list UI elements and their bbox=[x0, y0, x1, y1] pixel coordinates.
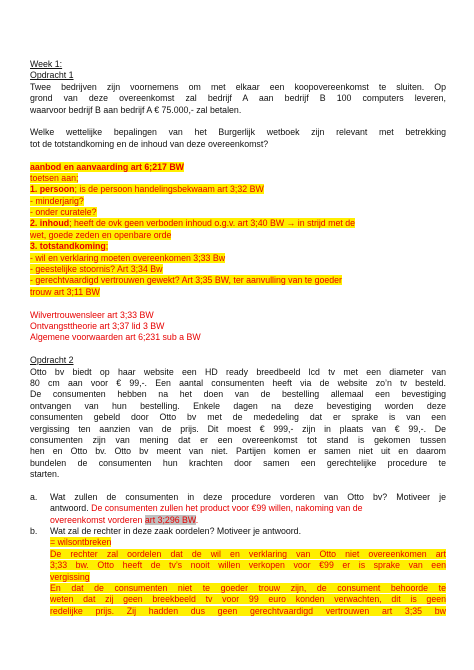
case-line: 80 cm aan voor € 99,-. Een aantal consumenten heeft via de website zo’n tv besteld. bbox=[30, 377, 446, 388]
question-line: Wat zullen de consumenten in deze procedure vorderen van Otto bv? Motiveer je bbox=[50, 491, 446, 502]
answer-item-1 bbox=[30, 184, 446, 195]
answer-sub bbox=[30, 264, 446, 275]
extra-note: Wilvertrouwensleer art 3;33 BW bbox=[30, 309, 154, 320]
question-line: tot de totstandkoming en de inhoud van deze overeenkomst? bbox=[30, 138, 269, 149]
question-line: Wat zal de rechter in deze zaak oordelen? Motiveer je antwoord. bbox=[50, 526, 302, 537]
answer-text: De rechter zal oordelen dat de wil en verklaring van Otto niet overeenkomen art bbox=[50, 548, 446, 559]
opdracht2-heading: Opdracht 2 bbox=[30, 355, 74, 366]
answer-line bbox=[50, 572, 446, 583]
item-number: 3. bbox=[30, 241, 38, 252]
answer-line bbox=[50, 594, 446, 605]
answer-sub-text: - wil en verklaring moeten overeenkomen 3;33 Bw bbox=[30, 252, 226, 263]
item-number: 1. bbox=[30, 184, 38, 195]
extra-note: Algemene voorwaarden art 6;231 sub a BW bbox=[30, 332, 201, 343]
answer-item-2-cont bbox=[30, 230, 446, 241]
case-line: consumenten gebeld door Otto bv met de mededeling dat er sprake is van een bbox=[30, 412, 446, 423]
answer-heading-text: aanbod en aanvaarding art 6;217 BW bbox=[30, 161, 184, 172]
answer-sub-text: - gerechtvaardigd vertrouwen gewekt? Art 3;35 BW, ter aanvulling van te goeder bbox=[30, 275, 342, 286]
opdracht1-heading: Opdracht 1 bbox=[30, 70, 74, 81]
answer-sub bbox=[50, 537, 446, 548]
answer-line bbox=[50, 515, 446, 526]
answer-item-2 bbox=[30, 218, 446, 229]
answer-text: . bbox=[195, 514, 199, 525]
case-line: bundelen de consumenten hun krachten door samen een gerechtelijke procedure te bbox=[30, 457, 446, 468]
question-a bbox=[30, 492, 446, 526]
item-text: ; bbox=[105, 241, 109, 252]
case-line: waarvoor bedrijf B aan bedrijf A € 75.000,- zal betalen. bbox=[30, 104, 242, 115]
answer-line bbox=[50, 549, 446, 560]
item-text: wet, goede zeden en openbare orde bbox=[30, 229, 172, 240]
item-number: 2. bbox=[30, 218, 38, 229]
question-marker: b. bbox=[30, 526, 38, 537]
case-line: Twee bedrijven zijn voornemens om met elkaar een koopovereenkomst te sluiten. Op bbox=[30, 81, 446, 92]
item-text: ; is de persoon handelingsbekwaam art 3;32 BW bbox=[74, 184, 264, 195]
case-line: vergissing ten aanzien van de prijs. Dit moest € 999,- zijn in plaats van € 99,-. De bbox=[30, 423, 446, 434]
answer-text: weten dat zij geen breekbeeld tv voor 99 euro konden verwachten, dit is geen bbox=[50, 594, 446, 605]
item-title: inhoud bbox=[39, 218, 70, 229]
answer-sub-text: - geestelijke stoornis? Art 3;34 Bw bbox=[30, 264, 163, 275]
case-line: grond van deze overeenkomst zal bedrijf A aan bedrijf B 100 computers leveren, bbox=[30, 93, 446, 104]
answer-sub bbox=[30, 275, 446, 286]
case-line: starten. bbox=[30, 469, 60, 480]
answer-line bbox=[50, 606, 446, 617]
answer-sub-text: - minderjarig? bbox=[30, 195, 84, 206]
answer-heading bbox=[30, 162, 446, 173]
question-line: Welke wettelijke bepalingen van het Burgerlijk wetboek zijn relevant met betrekking bbox=[30, 127, 446, 138]
question-b bbox=[30, 526, 446, 617]
item-text: ; heeft de ovk geen verboden inhoud o.g.v. art 3;40 BW → in strijd met de bbox=[69, 218, 356, 229]
answer-sub-text: - onder curatele? bbox=[30, 207, 97, 218]
answer-text: En dat de consumenten niet te goeder trouw zijn, de consument behoorde te bbox=[50, 582, 446, 593]
answer-sub bbox=[30, 253, 446, 264]
case-line: ontvangen van hun bestelling. Enkele dagen na deze bevestiging worden deze bbox=[30, 400, 446, 411]
answer-sub bbox=[30, 207, 446, 218]
answer-text: De consumenten zullen het product voor €99 willen, nakoming van de bbox=[91, 503, 363, 514]
case-line: Otto bv biedt op haar website een HD ready breedbeeld lcd tv met een diameter van bbox=[30, 366, 446, 377]
question-line-end bbox=[50, 503, 446, 514]
answer-check-text: toetsen aan; bbox=[30, 172, 79, 183]
item-title: totstandkoming bbox=[39, 241, 106, 252]
answer-sub-text: = wilsontbreken bbox=[50, 537, 112, 548]
answer-sub bbox=[30, 287, 446, 298]
answer-line bbox=[50, 560, 446, 571]
answer-text: 3;33 bw. Otto heeft de tv’s nooit willen verkopen voor €99 er is sprake van een bbox=[50, 560, 446, 571]
week-title: Week 1: bbox=[30, 59, 63, 69]
question-text: antwoord. bbox=[50, 503, 89, 514]
case-line: consumenten zijn van mening dat er een overeenkomst tot stand is gekomen tussen bbox=[30, 434, 446, 445]
question-marker: a. bbox=[30, 491, 38, 502]
answer-text: vergissing bbox=[50, 571, 90, 582]
case-line: hen en Otto bv. Otto bv meent van niet. Partijen komen er samen niet uit en daarom bbox=[30, 446, 446, 457]
answer-check bbox=[30, 173, 446, 184]
extra-note: Ontvangsttheorie art 3;37 lid 3 BW bbox=[30, 320, 165, 331]
answer-sub-text: trouw art 3;11 BW bbox=[30, 286, 100, 297]
answer-text: overeenkomst vorderen bbox=[50, 514, 143, 525]
article-reference: art 3;296 BW bbox=[144, 514, 196, 525]
answer-sub bbox=[30, 196, 446, 207]
answer-text: redelijke prijs. Zij hadden dus geen gerechtvaardigd vertrouwen art 3;35 bw bbox=[50, 605, 446, 616]
answer-line bbox=[50, 583, 446, 594]
item-title: persoon bbox=[39, 184, 75, 195]
case-line: De consumenten hebben na het doen van de bestelling allemaal een bevestiging bbox=[30, 389, 446, 400]
document-content bbox=[30, 59, 446, 617]
answer-item-3 bbox=[30, 241, 446, 252]
